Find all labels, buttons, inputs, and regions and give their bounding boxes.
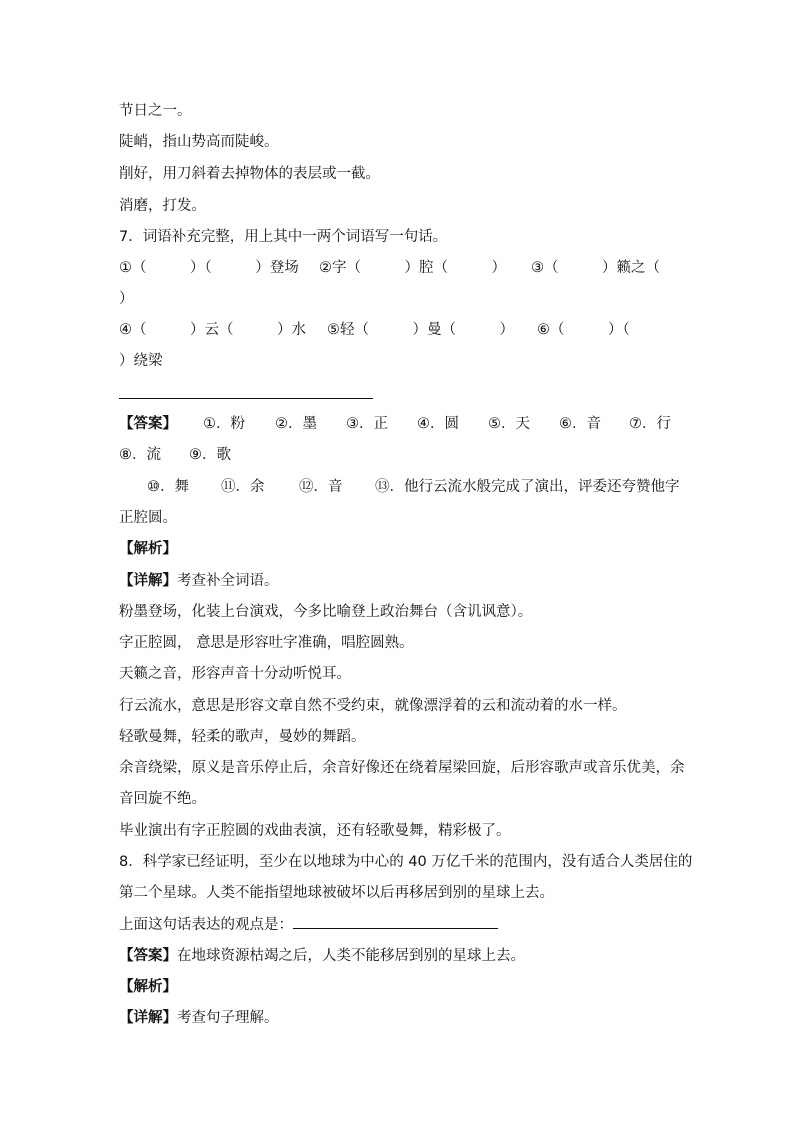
answer-item: ⑪．余 — [221, 479, 265, 495]
analysis-line: 音回旋不绝。 — [119, 791, 206, 807]
answer-item: ②．墨 — [275, 416, 317, 432]
answer-text: 在地球资源枯竭之后，人类不能移居到别的星球上去。 — [177, 948, 525, 964]
analysis-line: 行云流水，意思是形容文章自然不受约束，就像漂浮着的云和流动着的水一样。 — [119, 698, 627, 714]
intro-line: 消磨，打发。 — [119, 198, 206, 214]
idiom-blank-5: ⑤轻（ ）曼（ ） — [327, 322, 514, 338]
question-8-prompt — [119, 914, 498, 935]
intro-line: 陡峭，指山势高而陡峻。 — [119, 134, 279, 150]
analysis-line: 余音绕梁，原义是音乐停止后，余音好像还在绕着屋梁回旋，后形容歌声或音乐优美，余 — [119, 760, 685, 776]
question-7-row-1-wrap: ） — [119, 291, 134, 307]
answer-item: ⑧．流 — [119, 447, 161, 463]
detail-line — [119, 1008, 279, 1028]
question-7-title: 7．词语补充完整，用上其中一两个词语写一句话。 — [119, 229, 448, 245]
analysis-line: 轻歌曼舞，轻柔的歌声，曼妙的舞蹈。 — [119, 729, 366, 745]
detail-label: 【详解】 — [119, 1010, 177, 1026]
detail-label: 【详解】 — [119, 573, 177, 589]
question-7-row-2-wrap: ）绕梁 — [119, 353, 163, 369]
intro-line: 削好，用刀斜着去掉物体的表层或一截。 — [119, 166, 380, 182]
answer-item: ③．正 — [346, 416, 388, 432]
answer-item: ⑩．舞 — [147, 479, 189, 495]
detail-line — [119, 571, 279, 591]
analysis-line: 天籁之音，形容声音十分动听悦耳。 — [119, 666, 351, 682]
analysis-line: 毕业演出有字正腔圆的戏曲表演，还有轻歌曼舞，精彩极了。 — [119, 823, 511, 839]
answer-item: ⑤．天 — [488, 416, 530, 432]
analysis-label: 【解析】 — [119, 541, 177, 557]
answer-item: ①．粉 — [203, 416, 245, 432]
question-8-line: 第二个星球。人类不能指望地球被破坏以后再移居到别的星球上去。 — [119, 885, 554, 901]
idiom-blank-4: ④（ ）云（ ）水 — [119, 322, 306, 338]
answer-sentence-wrap: 正腔圆。 — [119, 510, 177, 526]
question-8-answer — [119, 946, 525, 966]
analysis-line: 粉墨登场，化装上台演戏，今多比喻登上政治舞台（含讥讽意）。 — [119, 604, 533, 620]
question-8-line: 8．科学家已经证明，至少在以地球为中心的 40 万亿千米的范围内，没有适合人类居住的 — [119, 854, 693, 870]
detail-text: 考查补全词语。 — [177, 573, 279, 589]
analysis-line: 字正腔圆， 意思是形容吐字准确，唱腔圆熟。 — [119, 635, 414, 651]
answer-item: ⑫．音 — [299, 479, 343, 495]
answer-blank[interactable] — [293, 914, 498, 929]
intro-line: 节日之一。 — [119, 103, 192, 119]
answer-write-line — [119, 398, 373, 399]
idiom-blank-6: ⑥（ ）（ — [537, 322, 630, 338]
answer-item: ⑥．音 — [559, 416, 601, 432]
answer-label: 【答案】 — [119, 416, 177, 432]
question-8-prompt-text: 上面这句话表达的观点是： — [119, 917, 293, 933]
answer-label: 【答案】 — [119, 948, 177, 964]
answer-item: ⑨．歌 — [189, 447, 231, 463]
idiom-blank-3: ③（ ）籁之（ — [531, 260, 660, 276]
answer-item: ④．圆 — [417, 416, 459, 432]
idiom-blank-1: ①（ ）（ ）登场 — [119, 260, 299, 276]
answer-item: ⑦．行 — [629, 416, 671, 432]
detail-text: 考查句子理解。 — [177, 1010, 279, 1026]
analysis-label: 【解析】 — [119, 979, 177, 995]
idiom-blank-2: ②字（ ）腔（ ） — [319, 260, 506, 276]
answer-sentence: ⑬．他行云流水般完成了演出，评委还夸赞他字 — [375, 479, 680, 495]
